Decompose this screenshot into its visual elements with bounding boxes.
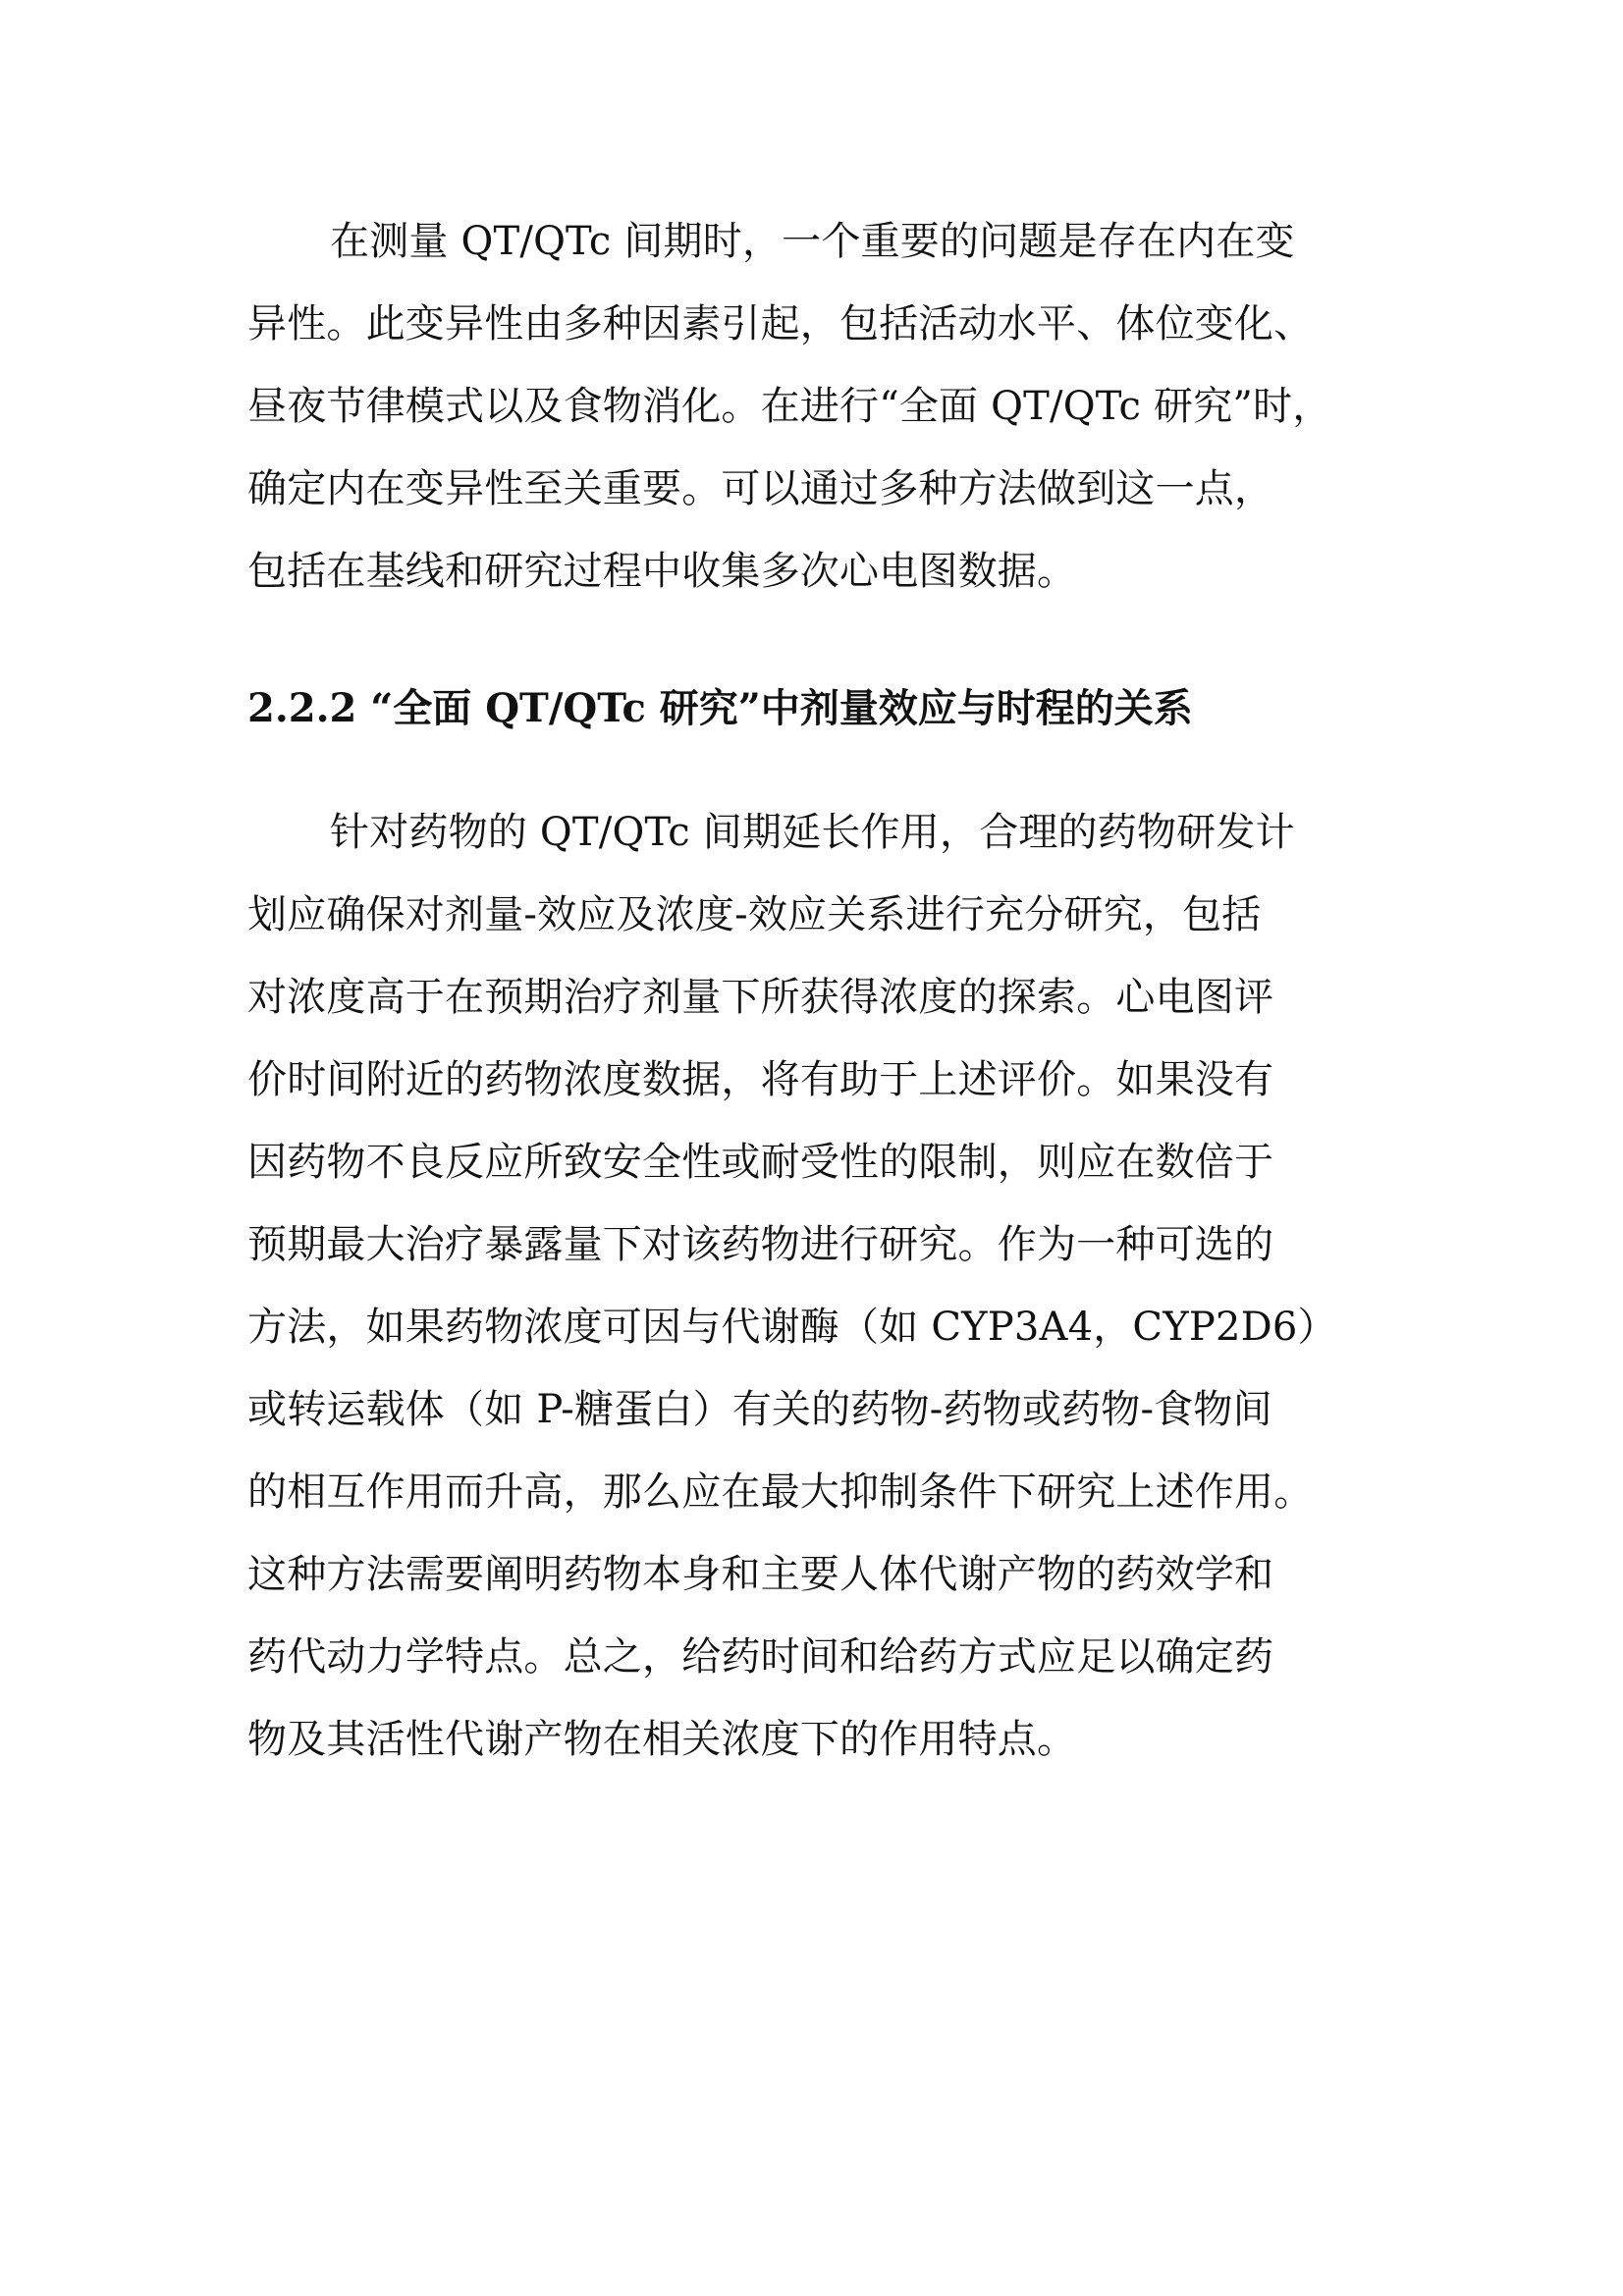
paragraph-line: 对浓度高于在预期治疗剂量下所获得浓度的探索。心电图评 [247,975,1274,1020]
paragraph-line: 预期最大治疗暴露量下对该药物进行研究。作为一种可选的 [247,1222,1274,1267]
paragraph-line: 因药物不良反应所致安全性或耐受性的限制，则应在数倍于 [247,1140,1274,1185]
section-heading: 2.2.2 “全面 QT/QTc 研究”中剂量效应与时程的关系 [247,685,1193,731]
paragraph-line: 针对药物的 QT/QTc 间期延长作用，合理的药物研发计 [330,810,1295,855]
paragraph-line: 物及其活性代谢产物在相关浓度下的作用特点。 [247,1717,1077,1762]
paragraph-line: 在测量 QT/QTc 间期时，一个重要的问题是存在内在变 [330,219,1295,264]
paragraph-line: 异性。此变异性由多种因素引起，包括活动水平、体位变化、 [247,301,1314,347]
paragraph-line: 方法，如果药物浓度可因与代谢酶（如 CYP3A4，CYP2D6） [247,1305,1337,1350]
paragraph-line: 或转运载体（如 P-糖蛋白）有关的药物-药物或药物-食物间 [247,1387,1272,1432]
paragraph-line: 价时间附近的药物浓度数据，将有助于上述评价。如果没有 [247,1057,1274,1102]
paragraph-line: 的相互作用而升高，那么应在最大抑制条件下研究上述作用。 [247,1469,1314,1515]
paragraph-line: 包括在基线和研究过程中收集多次心电图数据。 [247,549,1077,594]
paragraph-line: 这种方法需要阐明药物本身和主要人体代谢产物的药效学和 [247,1552,1274,1597]
paragraph-line: 药代动力学特点。总之，给药时间和给药方式应足以确定药 [247,1634,1274,1680]
paragraph-line: 昼夜节律模式以及食物消化。在进行“全面 QT/QTc 研究”时， [247,384,1332,429]
paragraph-line: 划应确保对剂量-效应及浓度-效应关系进行充分研究，包括 [247,892,1262,937]
paragraph-line: 确定内在变异性至关重要。可以通过多种方法做到这一点， [247,466,1274,511]
